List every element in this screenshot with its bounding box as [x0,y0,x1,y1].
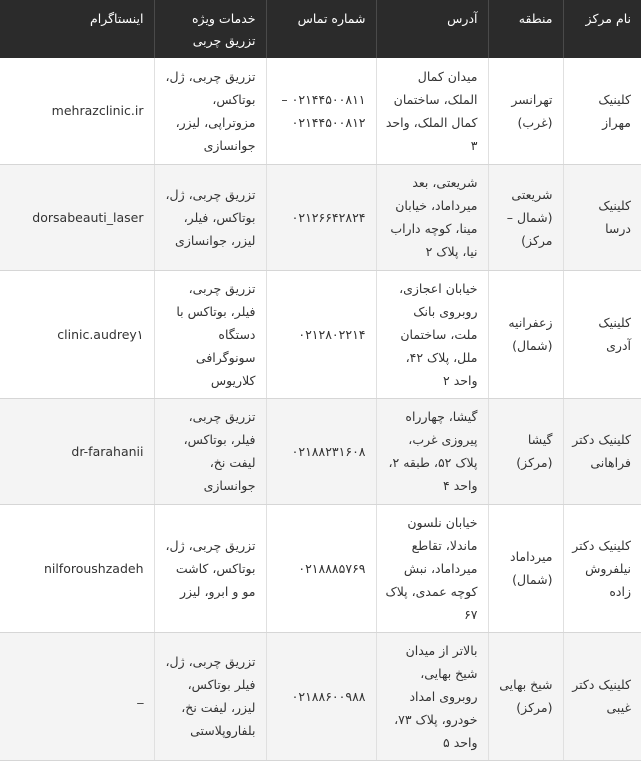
header-instagram: اینستاگرام [0,0,154,58]
table-header-row [0,0,641,58]
table-row [0,398,641,504]
cell-address: گیشا، چهارراه پیروزی غرب، پلاک ۵۲، طبقه ۲، واحد ۴ [376,398,488,504]
cell-instagram: dr-farahanii [0,398,154,504]
table-row [0,164,641,270]
cell-center-name: کلینیک دکتر نیلفروش زاده [563,504,641,632]
table-row [0,270,641,398]
table-row [0,58,641,164]
cell-center-name: کلینیک دکتر فراهانی [563,398,641,504]
cell-address: خیابان اعجازی، روبروی بانک ملت، ساختمان ملل، پلاک ۴۲، واحد ۲ [376,270,488,398]
cell-region: میرداماد (شمال) [488,504,563,632]
cell-instagram: clinic.audrey۱ [0,270,154,398]
cell-instagram: mehrazclinic.ir [0,58,154,164]
cell-instagram: dorsabeauti_laser [0,164,154,270]
header-services: خدمات ویژه تزریق چربی [154,0,266,58]
cell-services: تزریق چربی، ژل، بوتاکس، کاشت مو و ابرو، لیزر [154,504,266,632]
cell-region: شریعتی (شمال – مرکز) [488,164,563,270]
header-center-name: نام مرکز [563,0,641,58]
header-region: منطقه [488,0,563,58]
cell-address: میدان کمال الملک، ساختمان کمال الملک، واحد ۳ [376,58,488,164]
cell-phone: ۰۲۱۲۸۰۲۲۱۴ [266,270,376,398]
cell-address: بالاتر از میدان شیخ بهایی، روبروی امداد خودرو، پلاک ۷۳، واحد ۵ [376,632,488,760]
cell-center-name: کلینیک درسا [563,164,641,270]
cell-address: شریعتی، بعد میرداماد، خیابان مینا، کوچه داراب نیا، پلاک ۲ [376,164,488,270]
cell-services: تزریق چربی، ژل، فیلر بوتاکس، لیزر، لیفت نخ، بلفاروپلاستی [154,632,266,760]
cell-center-name: کلینیک مهراز [563,58,641,164]
cell-center-name: کلینیک آدری [563,270,641,398]
header-address: آدرس [376,0,488,58]
cell-instagram: _ [0,632,154,760]
cell-region: زعفرانیه (شمال) [488,270,563,398]
cell-phone: ۰۲۱۸۸۸۵۷۶۹ [266,504,376,632]
cell-services: تزریق چربی، ژل، بوتاکس، مزوتراپی، لیزر، جوانسازی [154,58,266,164]
cell-region: گیشا (مرکز) [488,398,563,504]
cell-services: تزریق چربی، فیلر، بوتاکس، لیفت نخ، جوانسازی [154,398,266,504]
cell-phone: ۰۲۱۸۸۲۳۱۶۰۸ [266,398,376,504]
cell-center-name: کلینیک دکتر غیبی [563,632,641,760]
header-phone: شماره تماس [266,0,376,58]
cell-phone: ۰۲۱۲۶۶۴۲۸۲۴ [266,164,376,270]
cell-phone: ۰۲۱۴۴۵۰۰۸۱۱ – ۰۲۱۴۴۵۰۰۸۱۲ [266,58,376,164]
table-row [0,632,641,760]
cell-instagram: nilforoushzadeh [0,504,154,632]
table-row [0,504,641,632]
cell-phone: ۰۲۱۸۸۶۰۰۹۸۸ [266,632,376,760]
cell-region: شیخ بهایی (مرکز) [488,632,563,760]
cell-region: تهرانسر (غرب) [488,58,563,164]
cell-address: خیابان نلسون ماندلا، تقاطع میرداماد، نبش کوچه عمدی، پلاک ۶۷ [376,504,488,632]
cell-services: تزریق چربی، ژل، بوتاکس، فیلر، لیزر، جوانسازی [154,164,266,270]
cell-services: تزریق چربی، فیلر، بوتاکس با دستگاه سونوگرافی کلاریوس [154,270,266,398]
